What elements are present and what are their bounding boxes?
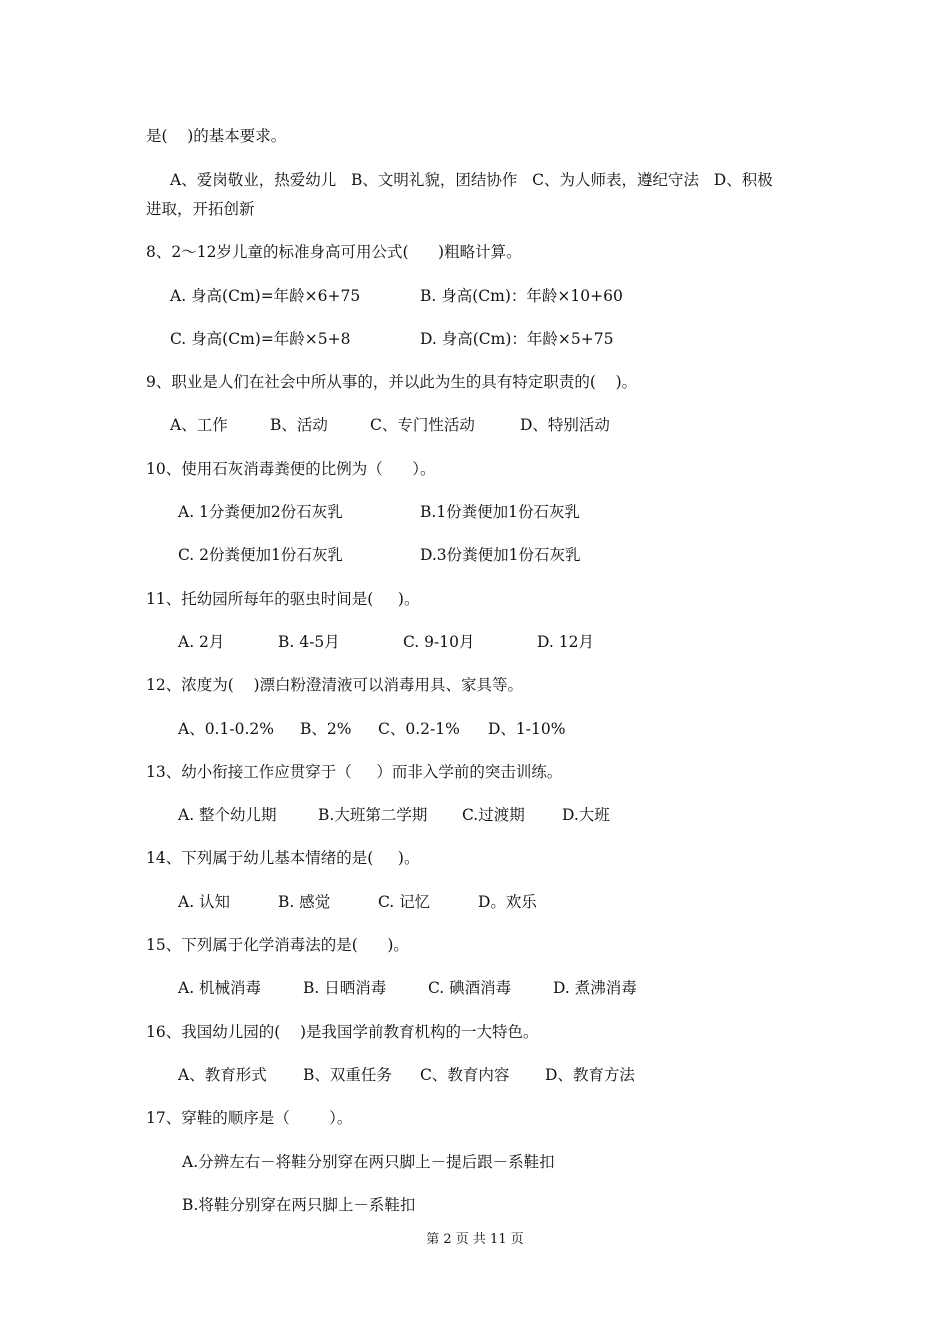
q11-option-b: B. 4-5月 xyxy=(278,633,340,651)
q9-option-c: C、专门性活动 xyxy=(370,416,475,434)
q9-stem: 9、职业是人们在社会中所从事的，并以此为生的具有特定职责的( )。 xyxy=(146,373,638,391)
q8-stem: 8、2～12岁儿童的标准身高可用公式( )粗略计算。 xyxy=(146,243,522,261)
q11-option-d: D. 12月 xyxy=(537,633,594,651)
q12-option-a: A、0.1-0.2% xyxy=(178,720,274,738)
q14-stem: 14、下列属于幼儿基本情绪的是( )。 xyxy=(146,849,420,867)
q16-option-b: B、双重任务 xyxy=(303,1066,392,1084)
q10-stem: 10、使用石灰消毒粪便的比例为（ ）。 xyxy=(146,460,436,478)
q15-option-b: B. 日晒消毒 xyxy=(303,979,387,997)
q11-option-a: A. 2月 xyxy=(178,633,225,651)
q17-stem: 17、穿鞋的顺序是（ ）。 xyxy=(146,1109,353,1127)
q13-option-d: D.大班 xyxy=(562,806,610,824)
q16-option-d: D、教育方法 xyxy=(545,1066,635,1084)
q14-option-b: B. 感觉 xyxy=(278,893,331,911)
q16-option-a: A、教育形式 xyxy=(178,1066,267,1084)
q11-option-c: C. 9-10月 xyxy=(403,633,475,651)
intro-stem: 是( )的基本要求。 xyxy=(146,127,287,145)
q10-option-d: D.3份粪便加1份石灰乳 xyxy=(420,546,581,564)
q9-option-a: A、工作 xyxy=(170,416,228,434)
q10-option-b: B.1份粪便加1份石灰乳 xyxy=(420,503,581,521)
q9-option-d: D、特别活动 xyxy=(520,416,610,434)
q15-option-c: C. 碘酒消毒 xyxy=(428,979,512,997)
q11-stem: 11、托幼园所每年的驱虫时间是( )。 xyxy=(146,590,420,608)
q10-option-c: C. 2份粪便加1份石灰乳 xyxy=(178,546,343,564)
q16-stem: 16、我国幼儿园的( )是我国学前教育机构的一大特色。 xyxy=(146,1023,539,1041)
intro-options-line2: 进取，开拓创新 xyxy=(146,200,255,218)
q8-option-d: D. 身高(Cm)：年龄×5+75 xyxy=(420,330,614,348)
q17-option-a: A.分辨左右－将鞋分别穿在两只脚上－提后跟－系鞋扣 xyxy=(182,1153,555,1171)
q10-option-a: A. 1分粪便加2份石灰乳 xyxy=(178,503,343,521)
q12-option-b: B、2% xyxy=(300,720,352,738)
q12-stem: 12、浓度为( )漂白粉澄清液可以消毒用具、家具等。 xyxy=(146,676,524,694)
q15-option-d: D. 煮沸消毒 xyxy=(553,979,637,997)
q9-option-b: B、活动 xyxy=(270,416,328,434)
q13-stem: 13、幼小衔接工作应贯穿于（ ）而非入学前的突击训练。 xyxy=(146,763,563,781)
q13-option-c: C.过渡期 xyxy=(462,806,525,824)
q12-option-d: D、1-10% xyxy=(488,720,566,738)
q14-option-a: A. 认知 xyxy=(178,893,231,911)
q8-option-a: A. 身高(Cm)=年龄×6+75 xyxy=(170,287,361,305)
page-number-footer: 第 2 页 共 11 页 xyxy=(426,1232,524,1247)
q16-option-c: C、教育内容 xyxy=(420,1066,510,1084)
q8-option-b: B. 身高(Cm)：年龄×10+60 xyxy=(420,287,623,305)
q14-option-d: D。欢乐 xyxy=(478,893,537,911)
q8-option-c: C. 身高(Cm)=年龄×5+8 xyxy=(170,330,351,348)
q12-option-c: C、0.2-1% xyxy=(378,720,460,738)
q15-stem: 15、下列属于化学消毒法的是( )。 xyxy=(146,936,409,954)
q13-option-a: A. 整个幼儿期 xyxy=(178,806,277,824)
q13-option-b: B.大班第二学期 xyxy=(318,806,428,824)
q14-option-c: C. 记忆 xyxy=(378,893,431,911)
q17-option-b: B.将鞋分别穿在两只脚上－系鞋扣 xyxy=(182,1196,416,1214)
intro-options-line1: A、爱岗敬业，热爱幼儿 B、文明礼貌，团结协作 C、为人师表，遵纪守法 D、积极 xyxy=(170,171,773,189)
q15-option-a: A. 机械消毒 xyxy=(178,979,262,997)
